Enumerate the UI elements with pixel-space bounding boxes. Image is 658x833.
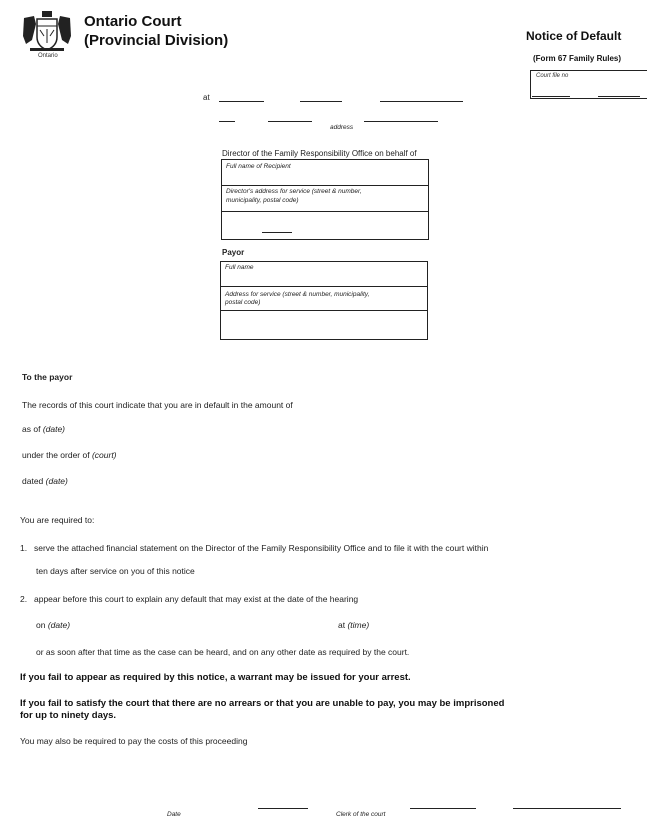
address-field-2[interactable] [268,121,312,122]
court-file-field-1[interactable] [532,96,570,97]
item2-line3: or as soon after that time as the case can be heard, and on any other date as required by the court. [36,647,410,657]
court-file-label: Court file no [536,73,569,79]
director-address-divider [221,211,428,212]
payor-name-divider [220,286,427,287]
payor-name-label[interactable]: Full name [225,264,254,271]
address-field-1[interactable] [219,121,235,122]
clerk-label: Clerk of the court [336,811,386,818]
crest-caption: Ontario [38,53,58,59]
dated-date-field[interactable]: (date) [45,476,68,486]
payor-address-divider [220,310,427,311]
location-field-2[interactable] [300,101,342,102]
warning-imprison-line1: If you fail to satisfy the court that there are no arrears or that you are unable to pay, you may be imprisoned [20,698,505,709]
payor-address-label-1: Address for service (street & number, municipality, [225,291,370,298]
warning-arrest: If you fail to appear as required by this notice, a warrant may be issued for your arrest. [20,672,411,683]
dated-line [22,476,68,486]
clerk-signature-line-1[interactable] [410,808,476,809]
hearing-time-field[interactable]: (time) [347,620,370,630]
form-reference: (Form 67 Family Rules) [533,54,622,63]
at-time-prefix: at [338,620,346,630]
director-address-label-2: municipality, postal code) [226,197,299,204]
location-field-1[interactable] [219,101,264,102]
item1-line1: serve the attached financial statement on the Director of the Family Responsibility Office and to file it with the court within [34,543,489,553]
as-of-date-field[interactable]: (date) [42,424,66,434]
court-name-line2: (Provincial Division) [84,32,229,49]
date-label: Date [167,811,181,818]
at-label: at [203,93,210,102]
dated-prefix: dated [22,476,44,486]
payor-heading: Payor [222,248,245,257]
ontario-crest-logo [20,10,74,56]
order-prefix: under the order of [22,450,90,460]
order-court-field[interactable]: (court) [91,450,117,460]
recipient-name-divider [221,185,428,186]
court-file-field-2[interactable] [598,96,640,97]
required-intro: You are required to: [20,515,95,525]
item2-line1: appear before this court to explain any default that may exist at the date of the hearing [34,594,359,604]
location-field-3[interactable] [380,101,463,102]
item1-number: 1. [20,543,28,553]
court-name-line1: Ontario Court [84,13,182,30]
costs-line: You may also be required to pay the costs of this proceeding [20,736,248,746]
date-signature-line[interactable] [258,808,308,809]
address-label: address [330,124,354,131]
item2-number: 2. [20,594,28,604]
page-title: Notice of Default [526,29,622,43]
payor-address-label-2: postal code) [225,299,261,306]
to-payor-heading: To the payor [22,372,73,382]
warning-imprison-line2: for up to ninety days. [20,710,117,721]
item1-line2: ten days after service on you of this notice [36,566,195,576]
hearing-date-field[interactable]: (date) [47,620,71,630]
on-prefix: on [36,620,46,630]
director-heading: Director of the Family Responsibility Office on behalf of [222,149,417,158]
hearing-time-line [338,620,369,630]
clerk-signature-line-2[interactable] [513,808,621,809]
order-line [22,450,117,460]
director-address-field[interactable] [262,232,292,233]
as-of-prefix: as of [22,424,41,434]
as-of-line [22,424,65,434]
crest-icon [20,10,74,56]
director-address-label-1: Director's address for service (street & number, [226,188,362,195]
hearing-date-line [36,620,70,630]
recipient-name-label[interactable]: Full name of Recipient [226,163,291,170]
payor-address-field-1[interactable] [268,286,318,287]
records-line: The records of this court indicate that you are in default in the amount of [22,400,293,410]
address-field-3[interactable] [364,121,438,122]
